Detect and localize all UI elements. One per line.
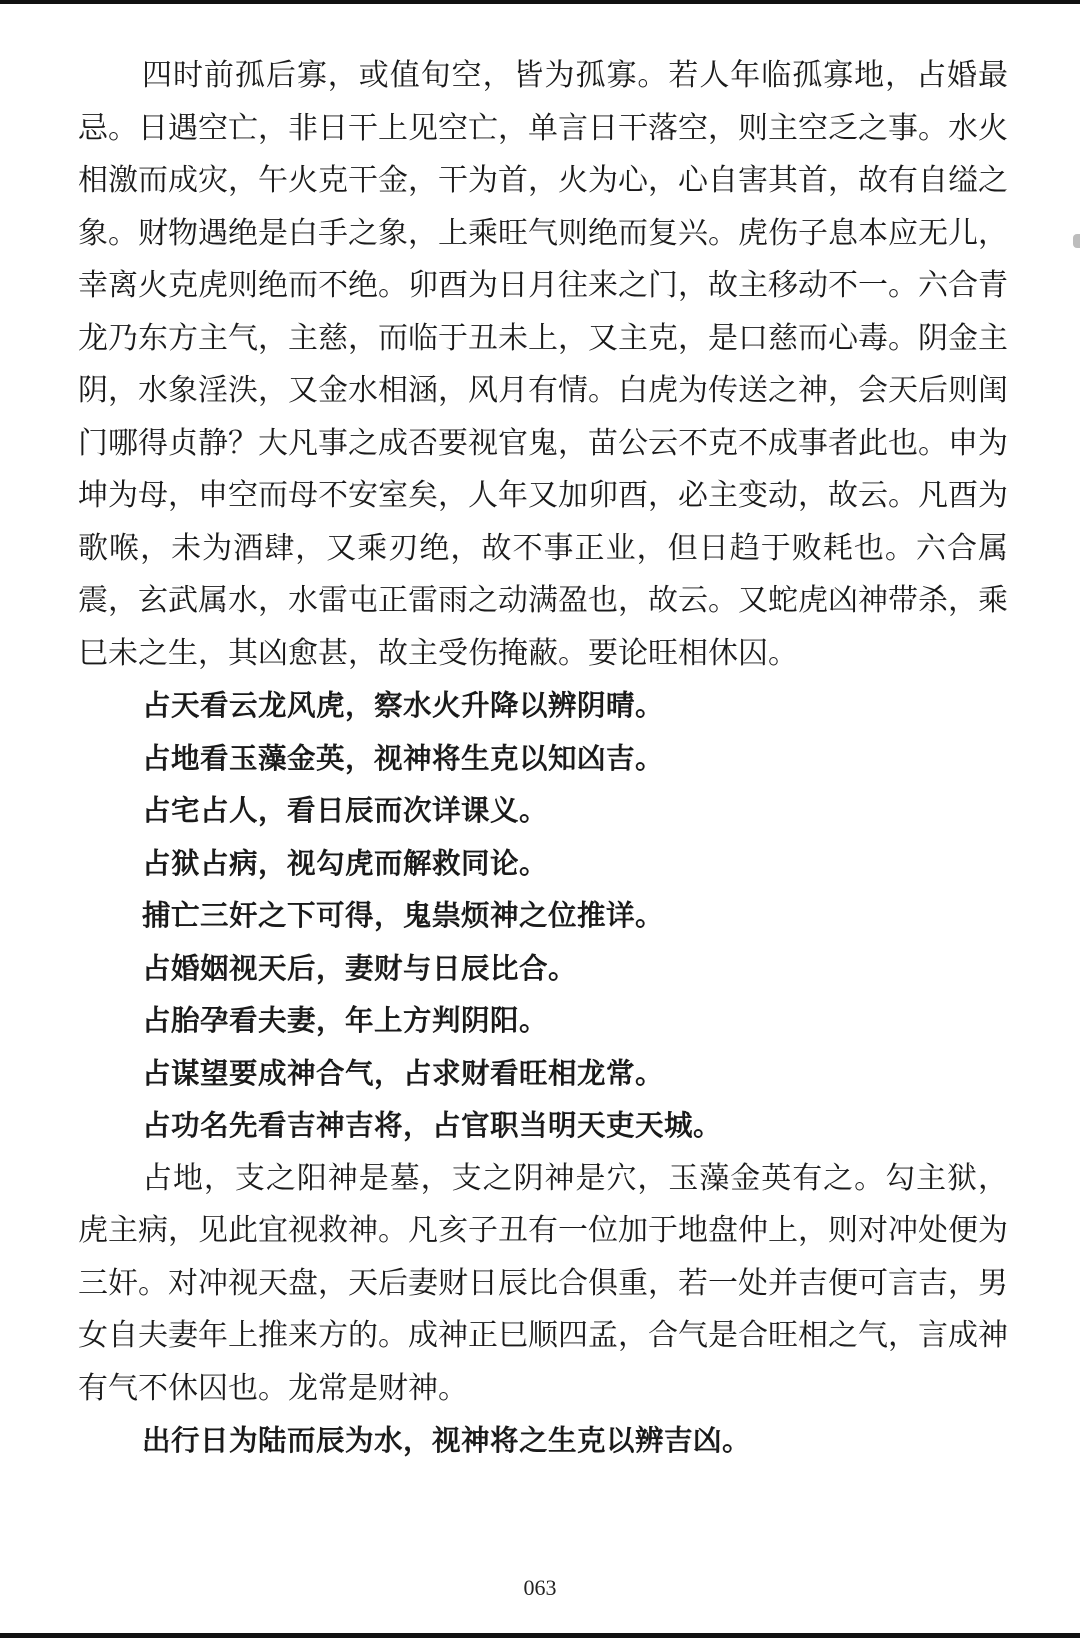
verse-line: 占婚姻视天后，妻财与日辰比合。 xyxy=(142,951,578,985)
verse-line: 占地看玉藻金英，视神将生克以知凶吉。 xyxy=(142,741,665,775)
verse-line: 占天看云龙风虎，察水火升降以辨阴晴。 xyxy=(142,689,665,722)
verse-line: 占胎孕看夫妻，年上方判阴阳。 xyxy=(142,1004,549,1037)
verse-line: 占宅占人，看日辰而次详课义。 xyxy=(142,794,549,827)
page-number: 063 xyxy=(523,1575,557,1600)
top-edge xyxy=(0,0,1080,4)
verse-line: 占狱占病，视勾虎而解救同论。 xyxy=(142,846,549,880)
commentary-paragraph: 占地，支之阳神是墓，支之阴神是穴，玉藻金英有之。勾主狱，虎主病，见此宜视救神。凡亥子丑有一位加于地盘仲上，则对冲处便为三奸。对冲视天盘，天后妻财日辰比合俱重，若一处并吉便可言吉，男女自夫妻年上推来方的。成神正巳顺四孟，合气是合旺相之气，言成神有气不休囚也。龙常是财神。 xyxy=(78,1160,1008,1406)
body-paragraph: 四时前孤后寡，或值旬空，皆为孤寡。若人年临孤寡地，占婚最忌。日遇空亡，非日干上见空亡，单言日干落空，则主空乏之事。水火相激而成灾，午火克干金，干为首，火为心，心自害其首，故有自缢之象。财物遇绝是白手之象，上乘旺气则绝而复兴。虎伤子息本应无儿，幸离火克虎则绝而不绝。卯酉为日月往来之门，故主移动不一。六合青龙乃东方主气，主慈，而临于丑未上，又主克，是口慈而心毒。阴金主阴，水象淫泆，又金水相涵，风月有情。白虎为传送之神，会天后则闺门哪得贞静？大凡事之成否要视官鬼，苗公云不克不成事者此也。申为坤为母，申空而母不安室矣，人年又加卯酉，必主变动，故云。凡酉为歌喉，未为酒肆，又乘刃绝，故不事正业，但日趋于败耗也。六合属震，玄武属水，水雷屯正雷雨之动满盈也，故云。又蛇虎凶神带杀，乘巳未之生，其凶愈甚，故主受伤掩蔽。要论旺相休囚。 xyxy=(78,58,1008,671)
verse-line: 占功名先看吉神吉将，占官职当明天吏天城。 xyxy=(142,1109,723,1142)
verse-line: 占谋望要成神合气，占求财看旺相龙常。 xyxy=(142,1056,665,1090)
bottom-edge xyxy=(0,1633,1080,1638)
book-page xyxy=(78,50,1008,1468)
verse-line: 捕亡三奸之下可得，鬼祟烦神之位推详。 xyxy=(142,899,665,932)
final-verse-line: 出行日为陆而辰为水，视神将之生克以辨吉凶。 xyxy=(142,1424,752,1457)
scroll-indicator[interactable] xyxy=(1073,234,1080,248)
